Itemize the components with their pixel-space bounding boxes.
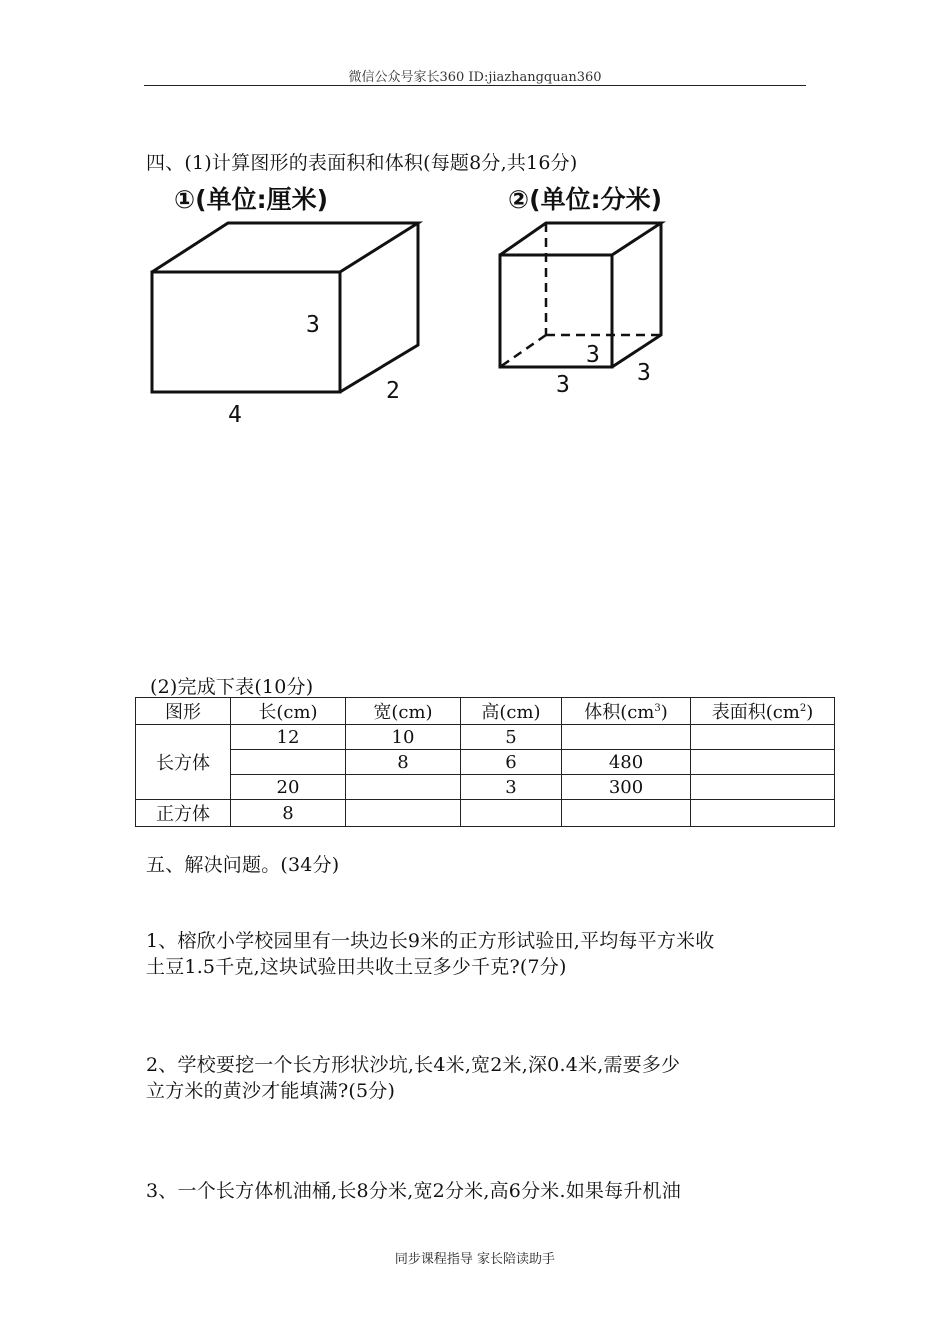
- results-table: [135, 697, 835, 827]
- figure2-label: ②(单位:分米): [508, 185, 663, 214]
- header-volume: 体积$(cm^3)$: [562, 698, 691, 725]
- table-row: [136, 775, 835, 800]
- cube-edge-label-a: 3: [586, 342, 600, 368]
- table-cell: [691, 775, 835, 800]
- table-cell: [691, 725, 835, 750]
- table-cell: 5: [461, 725, 562, 750]
- cuboid-length-label: 4: [228, 402, 242, 428]
- table-cell: [691, 800, 835, 827]
- table-row: [136, 725, 835, 750]
- page-header: 微信公众号家长360 ID:jiazhangquan360: [348, 70, 602, 85]
- table-cell: 10: [346, 725, 461, 750]
- table-cell: 480: [562, 750, 691, 775]
- table-cell: 12: [231, 725, 346, 750]
- table-cell: [231, 750, 346, 775]
- table-row: [136, 800, 835, 827]
- table-cell: 6: [461, 750, 562, 775]
- header-height: 高(cm): [461, 698, 562, 725]
- table-header-row: [136, 698, 835, 725]
- table-cell: 20: [231, 775, 346, 800]
- question2-line1: 2、学校要挖一个长方形状沙坑,长4米,宽2米,深0.4米,需要多少: [146, 1054, 681, 1076]
- table-cell: 8: [231, 800, 346, 827]
- cuboid-height-label: 3: [306, 312, 320, 338]
- header-rule: [144, 85, 806, 86]
- cube-hidden-edges: [500, 223, 661, 367]
- question3-line1: 3、一个长方体机油桶,长8分米,宽2分米,高6分米.如果每升机油: [146, 1180, 681, 1202]
- cube-row-label: 正方体: [136, 800, 231, 827]
- cube-figure: [500, 223, 661, 367]
- table-cell: [346, 775, 461, 800]
- table-row: [136, 750, 835, 775]
- table-cell: [461, 800, 562, 827]
- cube-edge-label-c: 3: [637, 360, 651, 386]
- section5-title: 五、解决问题。(34分): [146, 854, 340, 876]
- part2-title: (2)完成下表(10分): [150, 676, 314, 698]
- table-cell: [562, 725, 691, 750]
- figure1-label: ①(单位:厘米): [174, 185, 329, 214]
- question1-line2: 土豆1.5千克,这块试验田共收土豆多少千克?(7分): [146, 956, 567, 978]
- cuboid-figure: [152, 223, 418, 392]
- table-cell: 8: [346, 750, 461, 775]
- table-cell: [562, 800, 691, 827]
- header-length: 长(cm): [231, 698, 346, 725]
- table-cell: 300: [562, 775, 691, 800]
- header-shape: 图形: [136, 698, 231, 725]
- table-cell: 3: [461, 775, 562, 800]
- section4-title: 四、(1)计算图形的表面积和体积(每题8分,共16分): [146, 152, 578, 174]
- page-footer: 同步课程指导 家长陪读助手: [394, 1252, 556, 1267]
- table-cell: [346, 800, 461, 827]
- table-cell: [691, 750, 835, 775]
- cuboid-top-face: [152, 223, 418, 272]
- cube-edge-label-b: 3: [556, 372, 570, 398]
- question2-line2: 立方米的黄沙才能填满?(5分): [146, 1080, 396, 1102]
- header-surface-area: 表面积$(cm^2)$: [691, 698, 835, 725]
- cube-top-face: [500, 223, 661, 255]
- question1-line1: 1、榕欣小学校园里有一块边长9米的正方形试验田,平均每平方米收: [146, 930, 715, 952]
- header-width: 宽(cm): [346, 698, 461, 725]
- figures-diagram: [140, 210, 700, 440]
- cuboid-row-label: 长方体: [136, 725, 231, 800]
- cube-side-face: [612, 223, 661, 367]
- cuboid-width-label: 2: [386, 378, 400, 404]
